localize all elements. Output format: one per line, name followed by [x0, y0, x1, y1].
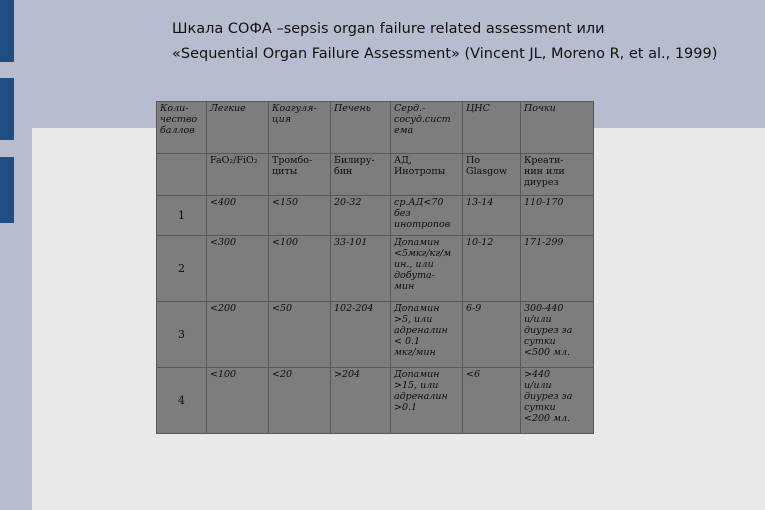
liver-cell: 102-204	[331, 302, 391, 368]
score-cell: 4	[157, 368, 207, 434]
subheader-cell: Креати- нин или диурез	[521, 154, 594, 196]
liver-cell: 20-32	[331, 196, 391, 236]
subheader-cell: Билиру- бин	[331, 154, 391, 196]
cardio-cell: Допамин >15, или адреналин >0.1	[391, 368, 463, 434]
cardio-cell: ср.АД<70 без инотропов	[391, 196, 463, 236]
kidney-cell: 300-440 и/или диурез за сутки <500 мл.	[521, 302, 594, 368]
slide-title	[172, 17, 757, 67]
coag-cell: <100	[269, 236, 331, 302]
cns-cell: 13-14	[463, 196, 521, 236]
accent-bar-bottom	[0, 157, 14, 223]
sofa-table	[156, 101, 594, 434]
subheader-cell: Тромбо- циты	[269, 154, 331, 196]
coag-cell: <20	[269, 368, 331, 434]
lungs-cell: <200	[207, 302, 269, 368]
table-row	[157, 302, 594, 368]
slide-title-line1: Шкала СОФА –sepsis organ failure related assessment или	[172, 21, 605, 37]
header-cell: Почки	[521, 102, 594, 154]
score-cell: 1	[157, 196, 207, 236]
score-cell: 3	[157, 302, 207, 368]
header-cell: ЦНС	[463, 102, 521, 154]
accent-bar-top	[0, 0, 14, 62]
header-cell: Серд.- сосуд.сист ема	[391, 102, 463, 154]
header-cell: Легкие	[207, 102, 269, 154]
cns-cell: 6-9	[463, 302, 521, 368]
slide-title-line2: «Sequential Organ Failure Assessment» (Vincent JL, Moreno R, et al., 1999)	[172, 46, 718, 62]
coag-cell: <50	[269, 302, 331, 368]
kidney-cell: 110-170	[521, 196, 594, 236]
lungs-cell: <400	[207, 196, 269, 236]
score-cell: 2	[157, 236, 207, 302]
liver-cell: >204	[331, 368, 391, 434]
subheader-cell: По Glasgow	[463, 154, 521, 196]
liver-cell: 33-101	[331, 236, 391, 302]
cardio-cell: Допамин <5мкг/кг/м ин., или добута- мин	[391, 236, 463, 302]
subheader-cell: FaO₂/FiO₂	[207, 154, 269, 196]
cns-cell: <6	[463, 368, 521, 434]
cardio-cell: Допамин >5, или адреналин < 0.1 мкг/мин	[391, 302, 463, 368]
kidney-cell: >440 и/или диурез за сутки <200 мл.	[521, 368, 594, 434]
accent-bar-middle	[0, 78, 14, 140]
lungs-cell: <300	[207, 236, 269, 302]
table-subheader-row	[157, 154, 594, 196]
cns-cell: 10-12	[463, 236, 521, 302]
kidney-cell: 171-299	[521, 236, 594, 302]
subheader-cell	[157, 154, 207, 196]
table-row	[157, 368, 594, 434]
header-cell: Печень	[331, 102, 391, 154]
header-cell: Коагуля- ция	[269, 102, 331, 154]
table-row	[157, 236, 594, 302]
coag-cell: <150	[269, 196, 331, 236]
lungs-cell: <100	[207, 368, 269, 434]
table-header-row	[157, 102, 594, 154]
table-row	[157, 196, 594, 236]
header-cell: Коли- чество баллов	[157, 102, 207, 154]
subheader-cell: АД, Инотропы	[391, 154, 463, 196]
